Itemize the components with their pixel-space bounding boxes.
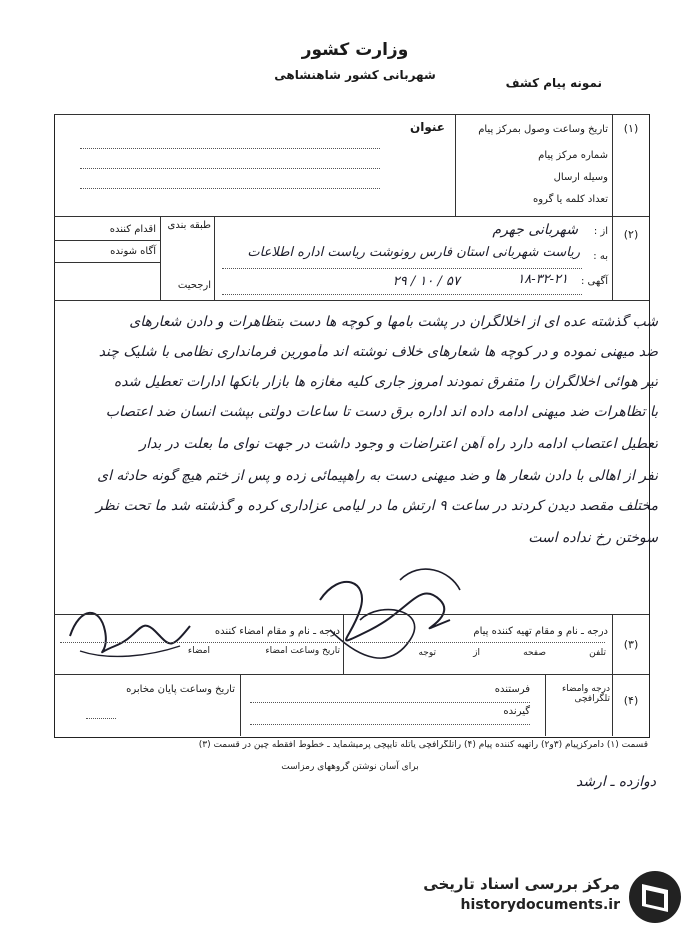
section-3-signer: درجه ـ نام و مقام امضاء کننده bbox=[214, 626, 340, 637]
section-1-label-3: تعداد کلمه یا گروه bbox=[532, 194, 608, 205]
action-label: اقدام کننده bbox=[109, 224, 156, 235]
stamp-title: مرکز بررسی اسناد تاریخی bbox=[423, 875, 620, 893]
from-value: شهربانی جهرم bbox=[492, 222, 578, 238]
stamp-url[interactable]: historydocuments.ir bbox=[460, 897, 620, 913]
signature-scribble bbox=[300, 560, 480, 680]
section-3-sign: امضاء bbox=[187, 646, 210, 656]
section-1-label-2: وسیله ارسال bbox=[553, 172, 608, 183]
section-2-number: (۲) bbox=[623, 228, 639, 241]
agahi-label: آگهی : bbox=[580, 276, 608, 287]
ministry-title: وزارت کشور bbox=[301, 40, 409, 60]
message-line-0: شب گذشته عده ای از اخلالگران در پشت بامها و کوچه ها دست بتظاهرات و دادن شعارهای bbox=[129, 314, 658, 330]
section-3-phone: تلفن bbox=[589, 648, 606, 658]
footer-handwritten-note: دوازده ـ ارشد bbox=[576, 774, 656, 790]
from-label: از : bbox=[593, 226, 608, 237]
archive-logo-icon bbox=[626, 868, 684, 926]
message-line-1: ضد میهنی نموده و در کوچه ها شعارهای خلاف نوشته اند مأمورین فرمانداری نظامی با شلیک چند bbox=[98, 344, 658, 360]
message-line-6: مختلف مقصد دیدن کردند در ساعت ۹ ارتش ما در لیامی عزاداری کرده و گذشته شد ما تحت نظر bbox=[95, 498, 658, 514]
section-4-end-time: تاریخ وساعت پایان مخابره bbox=[126, 684, 235, 695]
message-line-3: با تظاهرات ضد میهنی ادامه داده اند اداره برق دست تا ساعات دولتی بپشت انسان ضد اعتصاب bbox=[105, 404, 658, 420]
message-line-4: تعطیل اعتصاب ادامه دارد راه آهن اعتراضات و وجود داشت در جهت نوای ما بعلت در بدار bbox=[139, 436, 658, 452]
section-3-attention: توجه bbox=[418, 648, 436, 658]
section-3-page: صفحه bbox=[523, 648, 546, 658]
form-name: نمونه پیام کشف bbox=[505, 76, 602, 90]
footer-note-1: قسمت (۱) دامرکزپیام (۳و۲) راتهیه کننده پیام (۴) راتلگرافچی یاتله تایپچی پرمیشماید ـ خطوط افقطه چین در قسمت (۳) bbox=[198, 740, 648, 750]
classification-label: طبقه بندی bbox=[167, 220, 211, 231]
message-line-2: تیر هوائی اخلالگران را متفرق نمودند امروز جاری کلیه مغازه ها بازار بانکها ادارات تعطیل شده bbox=[113, 374, 658, 390]
section-3-number: (۳) bbox=[623, 638, 639, 651]
to-label: به : bbox=[593, 251, 608, 262]
section-1-title: عنوان bbox=[410, 120, 445, 134]
footer-note-2: برای آسان نوشتن گروههای رمزاست bbox=[281, 762, 419, 772]
section-4-number: (۴) bbox=[623, 694, 639, 707]
section-1-label-0: تاریخ وساعت وصول بمرکز پیام bbox=[478, 124, 608, 135]
agahi-value: ۱۸-۳۲-۲۱ bbox=[517, 272, 568, 287]
message-line-5: نفر از اهالی با دادن شعار ها و ضد میهنی دست به راهپیمائی زده و پس از ختم هیچ گونه حادثه ای bbox=[97, 468, 658, 484]
section-1-label-1: شماره مرکز پیام bbox=[538, 150, 608, 161]
inform-label: آگاه شونده bbox=[110, 246, 156, 257]
to-value: ریاست شهربانی استان فارس رونوشت ریاست اداره اطلاعات bbox=[247, 245, 580, 260]
message-line-7: سوختن رخ نداده است bbox=[528, 530, 658, 546]
section-3-sign-date: تاریخ وساعت امضاء bbox=[265, 646, 340, 656]
department-title: شهربانی کشور شاهنشاهی bbox=[274, 68, 436, 82]
section-1-number: (۱) bbox=[623, 122, 639, 135]
priority-label: ارجحیت bbox=[177, 280, 211, 291]
date-value: ۵۷ / ۱۰ / ۲۹ bbox=[392, 274, 460, 289]
section-4-telegraph: درجه وامضاء تلگرافچی bbox=[561, 684, 610, 704]
section-3-of: از bbox=[473, 648, 480, 658]
section-4-receiver: گیرنده bbox=[503, 706, 530, 717]
section-3-preparer: درجه ـ نام و مقام تهیه کننده پیام bbox=[473, 626, 608, 637]
section-4-sender: فرستنده bbox=[494, 684, 530, 695]
